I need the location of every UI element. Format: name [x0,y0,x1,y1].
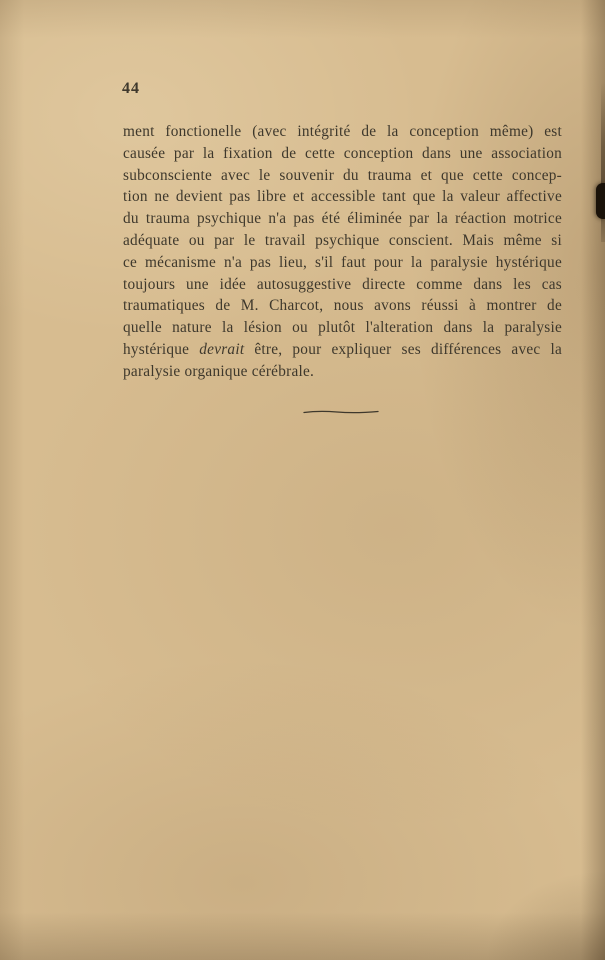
text-line: quelle nature la lésion ou plutôt l'alteration dans la paralysie [123,319,562,337]
scan-edge-ink-mark [596,183,605,219]
body-text [123,121,562,383]
text-line: ment fonctionelle (avec intégrité de la conception même) est [123,123,562,140]
text-line-with-italic [123,339,562,361]
text-segment: être, pour expliquer ses différences avec la [244,340,562,358]
text-line: subconsciente avec le souvenir du trauma et que cette concep- [123,166,562,184]
text-line: ce mécanisme n'a pas lieu, s'il faut pour la paralysie hystérique [123,253,562,271]
scan-edge-streak [601,82,605,242]
scan-corner-shadow [485,870,605,960]
text-segment: hystérique [123,340,200,358]
text-line: toujours une idée autosuggestive directe comme dans les cas [123,275,562,293]
text-line: traumatiques de M. Charcot, nous avons réussi à montrer de [123,297,562,315]
text-line: adéquate ou par le travail psychique conscient. Mais même si [123,231,562,249]
text-line: causée par la fixation de cette conception dans une association [123,144,562,162]
section-divider-line [303,408,379,416]
section-divider [303,403,379,411]
text-line: tion ne devient pas libre et accessible tant que la valeur affective [123,188,562,206]
text-segment-italic: devrait [199,340,245,358]
page-number: 44 [122,80,140,97]
text-line: du trauma psychique n'a pas été éliminée par la réaction motrice [123,210,562,228]
text-line: paralysie organique cérébrale. [123,362,315,380]
